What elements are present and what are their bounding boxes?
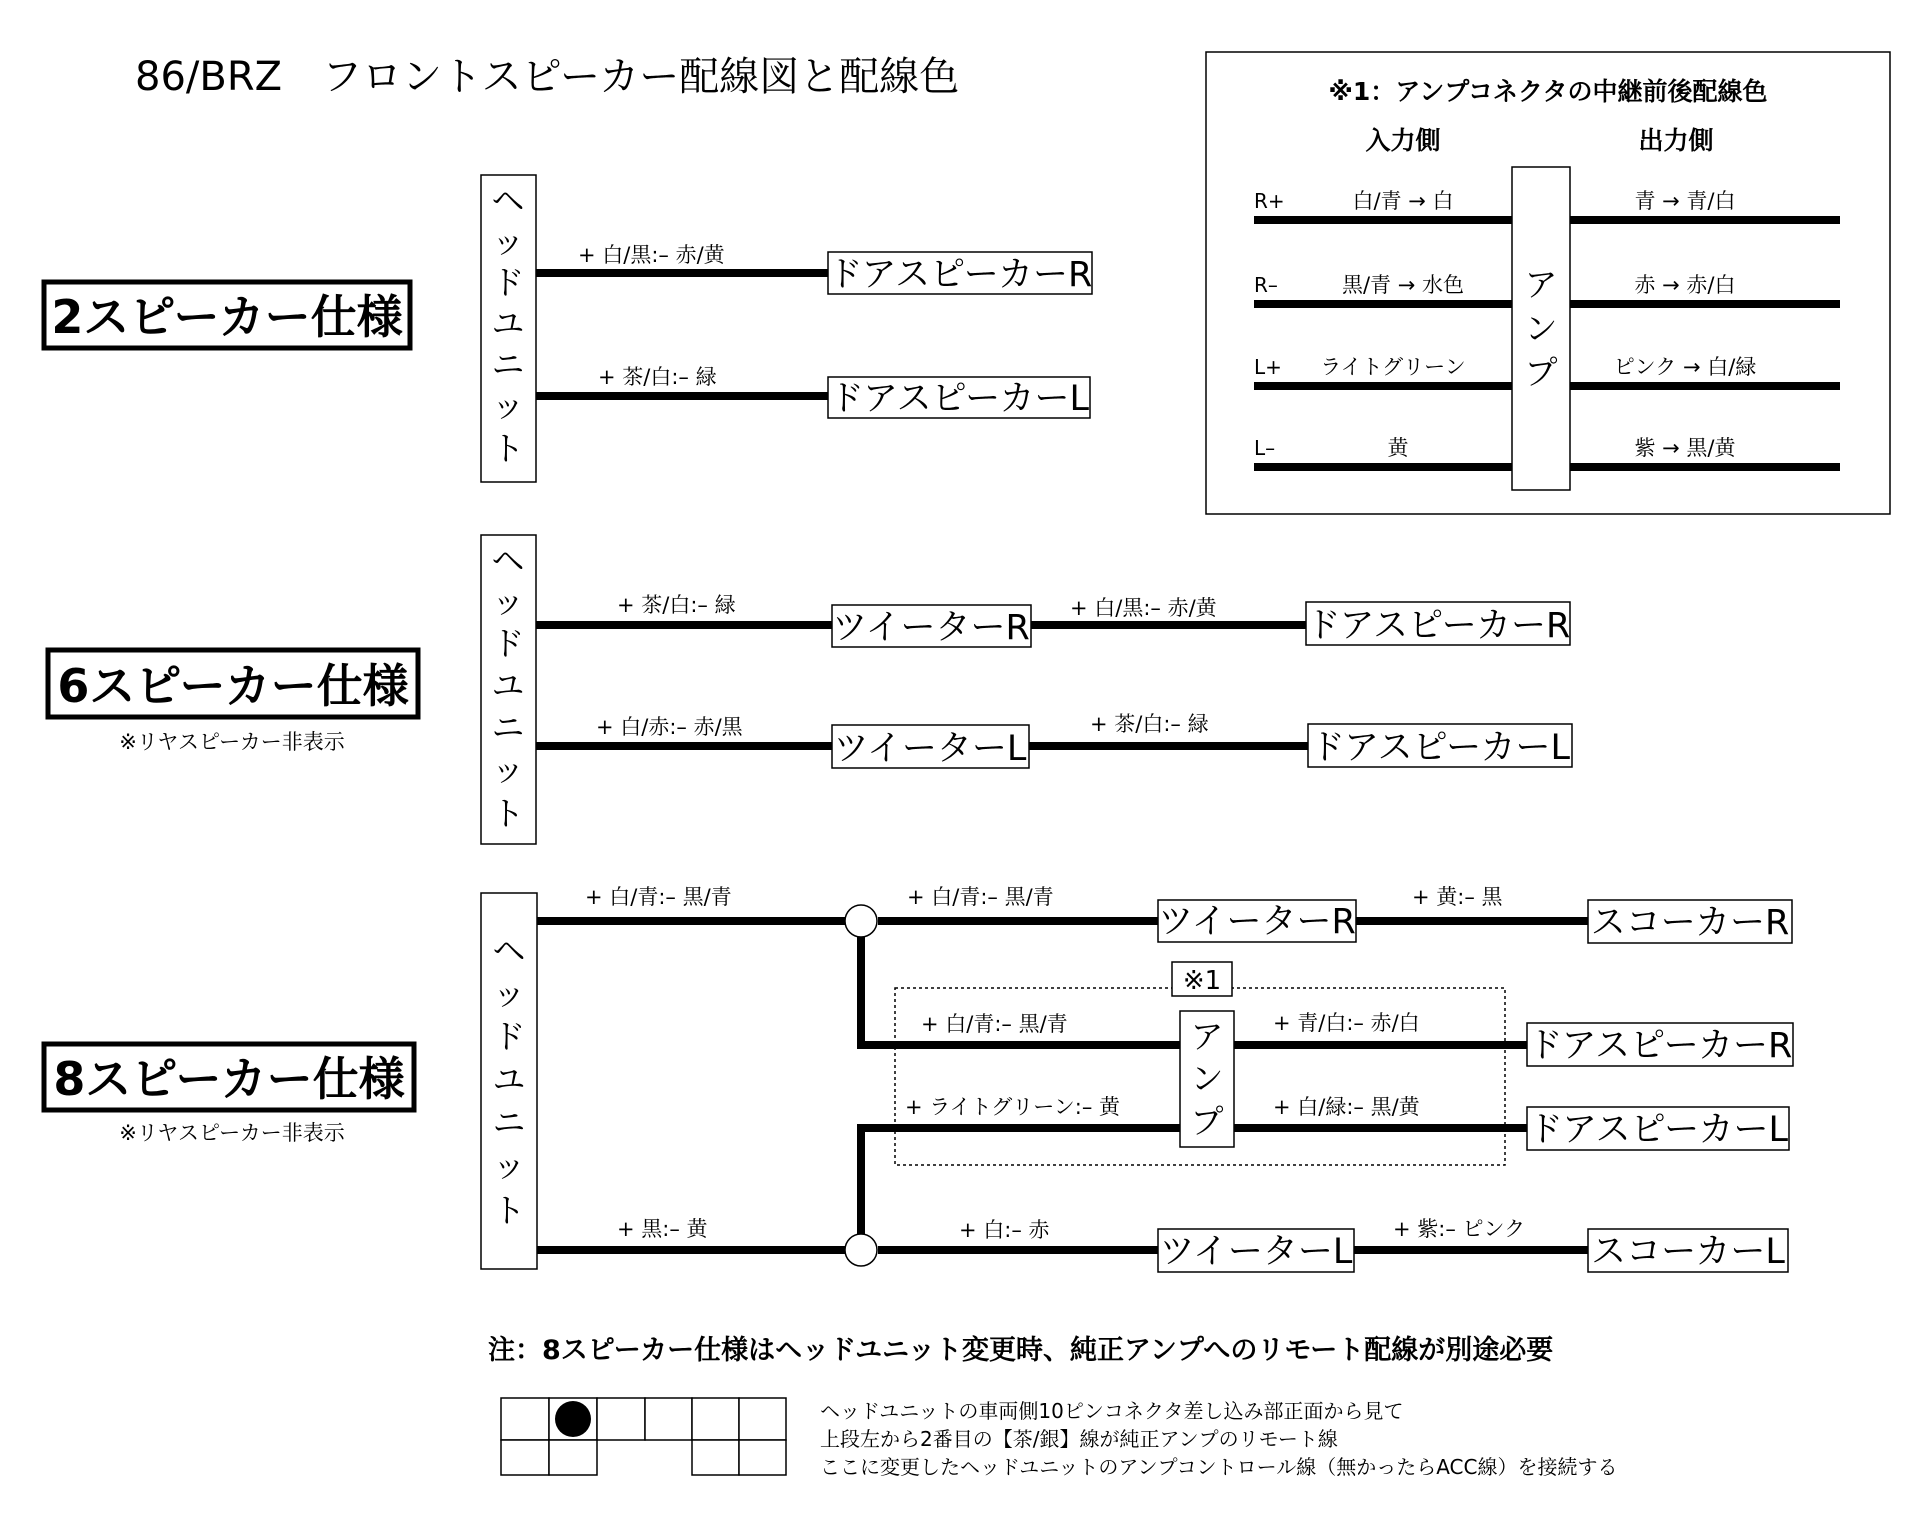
svg-text:ッ: ッ — [491, 386, 525, 425]
wire-label-8-amp-out-l: + 白/緑:– 黒/黄 — [1273, 1095, 1420, 1119]
wire-label-8-amp-in-l: + ライトグリーン:– 黄 — [905, 1095, 1121, 1119]
svg-text:ト: ト — [491, 794, 525, 833]
legend-input-l-minus: 黄 — [1387, 436, 1409, 460]
svg-text:ユ: ユ — [491, 304, 525, 343]
wire-label-6-door-r: + 白/黒:– 赤/黄 — [1070, 596, 1217, 620]
svg-text:ド: ド — [492, 1017, 526, 1056]
svg-text:ッ: ッ — [491, 750, 525, 789]
legend-input-side: 入力側 — [1365, 126, 1441, 155]
legend-output-r-minus: 赤 → 赤/白 — [1634, 273, 1736, 297]
svg-text:ユ: ユ — [492, 1060, 526, 1099]
door-speaker-r-8: ドアスピーカーR — [1527, 1026, 1793, 1066]
connector-line-1: ヘッドユニットの車両側10ピンコネクタ差し込み部正面から見て — [820, 1399, 1404, 1423]
amp-char-3: プ — [1190, 1102, 1224, 1141]
door-speaker-l-8: ドアスピーカーL — [1528, 1110, 1788, 1150]
door-speaker-r-2: ドアスピーカーR — [827, 255, 1093, 295]
svg-text:ッ: ッ — [491, 582, 525, 621]
tweeter-l-6: ツイーターL — [833, 729, 1027, 769]
junction-top — [845, 905, 877, 937]
head-unit-label-2 — [492, 181, 525, 468]
legend-amp-char-2: ン — [1524, 309, 1558, 348]
spec-note-6: ※リヤスピーカー非表示 — [119, 730, 345, 754]
legend-title: ※1：アンプコネクタの中継前後配線色 — [1328, 77, 1768, 106]
legend-output-side: 出力側 — [1638, 126, 1714, 155]
svg-text:ッ: ッ — [492, 1146, 526, 1185]
wire-label-8-amp-in-r: + 白/青:– 黒/青 — [921, 1012, 1068, 1036]
spec-label-2: 2スピーカー仕様 — [51, 290, 403, 344]
six-speaker-section — [48, 535, 1572, 844]
svg-text:ッ: ッ — [491, 222, 525, 261]
wire-label-6-tw-r: + 茶/白:– 緑 — [617, 593, 736, 617]
svg-text:ヘ: ヘ — [491, 181, 525, 220]
legend-output-r-plus: 青 → 青/白 — [1634, 189, 1736, 213]
legend-input-r-plus: 白/青 → 白 — [1352, 189, 1454, 213]
amp-connector-legend — [1206, 52, 1890, 514]
svg-text:ヘ: ヘ — [491, 541, 525, 580]
svg-text:ニ: ニ — [492, 1103, 526, 1142]
amp-char-1: ア — [1190, 1017, 1224, 1056]
wire-label-6-door-l: + 茶/白:– 緑 — [1090, 712, 1209, 736]
spec-label-6: 6スピーカー仕様 — [57, 659, 409, 713]
amp-char-2: ン — [1190, 1059, 1224, 1098]
squawker-l-8: スコーカーL — [1591, 1232, 1785, 1272]
connector-line-2: 上段左から2番目の【茶/銀】線が純正アンプのリモート線 — [820, 1427, 1338, 1451]
legend-pin-l-minus: L– — [1254, 436, 1276, 460]
svg-text:ユ: ユ — [491, 666, 525, 705]
svg-text:ヘ: ヘ — [492, 931, 526, 970]
wire-label-8-tw-r: + 白/青:– 黒/青 — [907, 885, 1054, 909]
wire-label-2-l: + 茶/白:– 緑 — [598, 365, 717, 389]
wire-label-8-tw-l: + 白:– 赤 — [959, 1218, 1050, 1242]
tweeter-r-6: ツイーターR — [832, 608, 1030, 648]
legend-pin-l-plus: L+ — [1254, 355, 1282, 379]
eight-speaker-section — [44, 885, 1793, 1272]
door-speaker-r-6: ドアスピーカーR — [1305, 606, 1571, 646]
svg-text:ド: ド — [491, 263, 525, 302]
legend-input-r-minus: 黒/青 → 水色 — [1341, 273, 1465, 297]
wire-label-6-tw-l: + 白/赤:– 赤/黒 — [596, 715, 743, 739]
svg-text:ニ: ニ — [491, 345, 525, 384]
legend-amp-char-1: ア — [1524, 265, 1558, 304]
door-speaker-l-2: ドアスピーカーL — [829, 379, 1089, 419]
legend-pin-r-minus: R– — [1254, 273, 1278, 297]
connector-pin-grid — [501, 1398, 786, 1475]
legend-output-l-plus: ピンク → 白/緑 — [1613, 355, 1757, 379]
squawker-r-8: スコーカーR — [1590, 903, 1790, 943]
wire-label-8-bottom: + 黒:– 黄 — [617, 1217, 708, 1241]
connector-line-3: ここに変更したヘッドユニットのアンプコントロール線（無かったらACC線）を接続する — [820, 1455, 1618, 1479]
spec-label-8: 8スピーカー仕様 — [53, 1052, 405, 1106]
legend-output-l-minus: 紫 → 黒/黄 — [1634, 436, 1736, 460]
svg-text:ト: ト — [491, 429, 525, 468]
svg-text:ド: ド — [491, 624, 525, 663]
legend-input-l-plus: ライトグリーン — [1320, 355, 1466, 379]
wire-label-8-sq-l: + 紫:– ピンク — [1393, 1217, 1526, 1241]
wire-label-8-amp-out-r: + 青/白:– 赤/白 — [1273, 1011, 1420, 1035]
tweeter-r-8: ツイーターR — [1158, 902, 1356, 942]
spec-note-8: ※リヤスピーカー非表示 — [119, 1121, 345, 1145]
wire-label-8-top: + 白/青:– 黒/青 — [585, 885, 732, 909]
svg-text:ニ: ニ — [491, 708, 525, 747]
door-speaker-l-6: ドアスピーカーL — [1310, 728, 1570, 768]
remote-pin-marker — [555, 1401, 591, 1437]
bottom-note-section — [488, 1334, 1617, 1479]
remote-wire-note: 注：8スピーカー仕様はヘッドユニット変更時、純正アンプへのリモート配線が別途必要 — [488, 1335, 1554, 1366]
two-speaker-section — [44, 175, 1092, 482]
svg-text:ッ: ッ — [492, 974, 526, 1013]
note-mark: ※1 — [1182, 966, 1222, 996]
svg-text:ト: ト — [492, 1191, 526, 1230]
legend-amp-char-3: プ — [1524, 353, 1558, 392]
junction-bottom — [845, 1234, 877, 1266]
legend-pin-r-plus: R+ — [1254, 189, 1285, 213]
wire-label-8-sq-r: + 黄:– 黒 — [1412, 885, 1503, 909]
page-title: 86/BRZ フロントスピーカー配線図と配線色 — [135, 54, 960, 100]
tweeter-l-8: ツイーターL — [1159, 1232, 1353, 1272]
wire-label-2-r: + 白/黒:– 赤/黄 — [578, 243, 725, 267]
